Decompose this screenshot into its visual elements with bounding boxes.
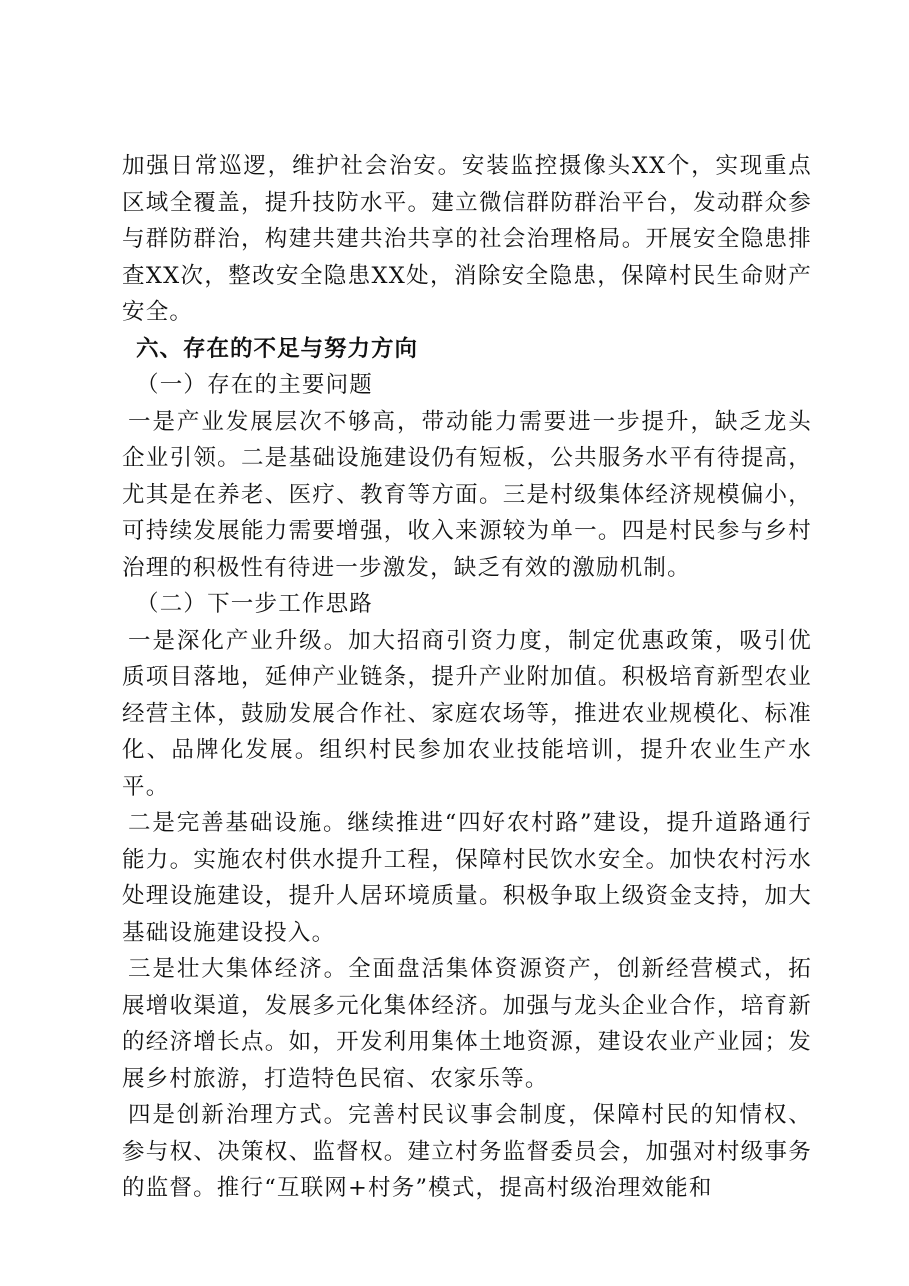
paragraph-public-security: 加强日常巡逻，维护社会治安。安装监控摄像头XX个，实现重点区域全覆盖，提升技防水平。建立微信群防群治平台，发动群众参与群防群治，构建共建共治共享的社会治理格局。开展安全隐患排查XX次，整改安全隐患XX处，消除安全隐患，保障村民生命财产安全。 — [122, 153, 812, 325]
paragraph-main-problems: 一是产业发展层次不够高，带动能力需要进一步提升，缺乏龙头企业引领。二是基础设施建设仍有短板，公共服务水平有待提高，尤其是在养老、医疗、教育等方面。三是村级集体经济规模偏小，可持续发展能力需要增强，收入来源较为单一。四是村民参与乡村治理的积极性有待进一步激发，缺乏有效的激励机制。 — [122, 408, 812, 581]
paragraph-infrastructure: 二是完善基础设施。继续推进“四好农村路”建设，提升道路通行能力。实施农村供水提升工程，保障村民饮水安全。加快农村污水处理设施建设，提升人居环境质量。积极争取上级资金支持，加大基础设施建设投入。 — [122, 810, 812, 946]
paragraph-governance: 四是创新治理方式。完善村民议事会制度，保障村民的知情权、参与权、决策权、监督权。建立村务监督委员会，加强对村级事务的监督。推行“互联网+村务”模式，提高村级治理效能和 — [122, 1102, 812, 1201]
subheading-next-steps: （二）下一步工作思路 — [136, 591, 374, 617]
paragraph-collective-economy: 三是壮大集体经济。全面盘活集体资源资产，创新经营模式，拓展增收渠道，发展多元化集体经济。加强与龙头企业合作，培育新的经济增长点。如，开发利用集体土地资源，建设农业产业园；发展乡村旅游，打造特色民宿、农家乐等。 — [122, 956, 812, 1092]
subheading-main-problems: （一）存在的主要问题 — [136, 372, 374, 398]
document-body — [122, 148, 812, 1207]
paragraph-industry-upgrade: 一是深化产业升级。加大招商引资力度，制定优惠政策，吸引优质项目落地，延伸产业链条，提升产业附加值。积极培育新型农业经营主体，鼓励发展合作社、家庭农场等，推进农业规模化、标准化、品牌化发展。组织村民参加农业技能培训，提升农业生产水平。 — [122, 627, 812, 800]
section-heading-shortcomings: 六、存在的不足与努力方向 — [136, 335, 419, 362]
